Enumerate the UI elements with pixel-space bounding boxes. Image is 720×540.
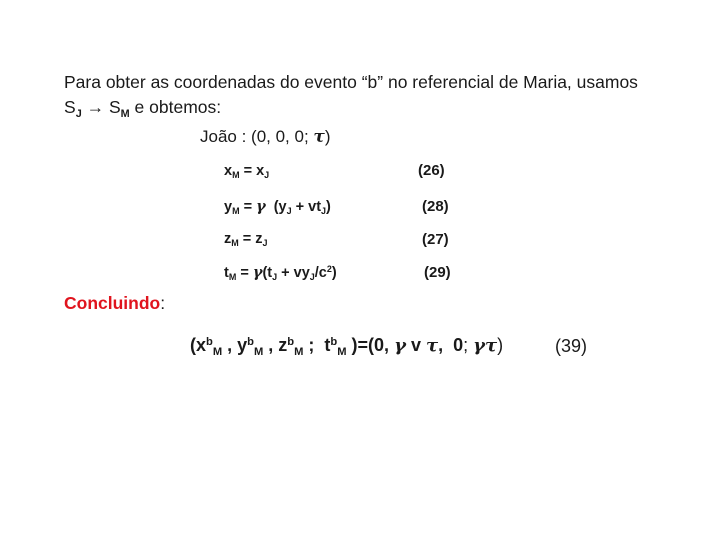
subscript-m: M: [120, 107, 130, 120]
equation-number: (27): [422, 231, 449, 248]
symbol-s: S: [108, 97, 121, 117]
equation-number: (26): [418, 162, 445, 179]
intro-paragraph: [64, 70, 638, 127]
intro-line-1: Para obter as coordenadas do evento “b” no referencial de Maria, usamos: [64, 72, 638, 92]
equation-xm: $x_M = x_J$: [224, 163, 270, 181]
tau-symbol: τ: [313, 127, 325, 147]
equation-number: (28): [422, 198, 449, 215]
arrow-symbol: →: [81, 97, 109, 117]
intro-line-2-tail: e obtemos:: [129, 97, 222, 117]
gamma-symbol: γ: [252, 264, 263, 281]
conclusion-label: [64, 293, 165, 314]
equation-number: (29): [424, 264, 451, 281]
close-paren: ): [324, 127, 331, 146]
final-equation-number: (39): [555, 336, 588, 356]
joao-prefix: João : (0, 0, 0;: [200, 127, 314, 146]
intro-line-2: [64, 95, 638, 127]
subscript-j: J: [75, 107, 82, 120]
conclusion-word: Concluindo: [64, 293, 161, 313]
symbol-s: S: [64, 97, 76, 117]
equation-tm: $t_M = \gamma(t_J + vy_J/c^2)$: [224, 264, 337, 283]
equation-ym: $y_M = \gamma$ $(y_J + vt_J)$: [224, 198, 331, 217]
gamma-symbol: γ: [256, 198, 266, 215]
joao-coordinates: [200, 127, 331, 147]
equation-zm: $z_M = z_J$: [224, 231, 268, 249]
conclusion-colon: :: [160, 293, 166, 313]
final-equation: ($x^b_M$ , $y^b_M$ , $z^b_M$ ; $t^b_M$ )=(0, γ v τ, 0; γτ): [190, 335, 504, 358]
